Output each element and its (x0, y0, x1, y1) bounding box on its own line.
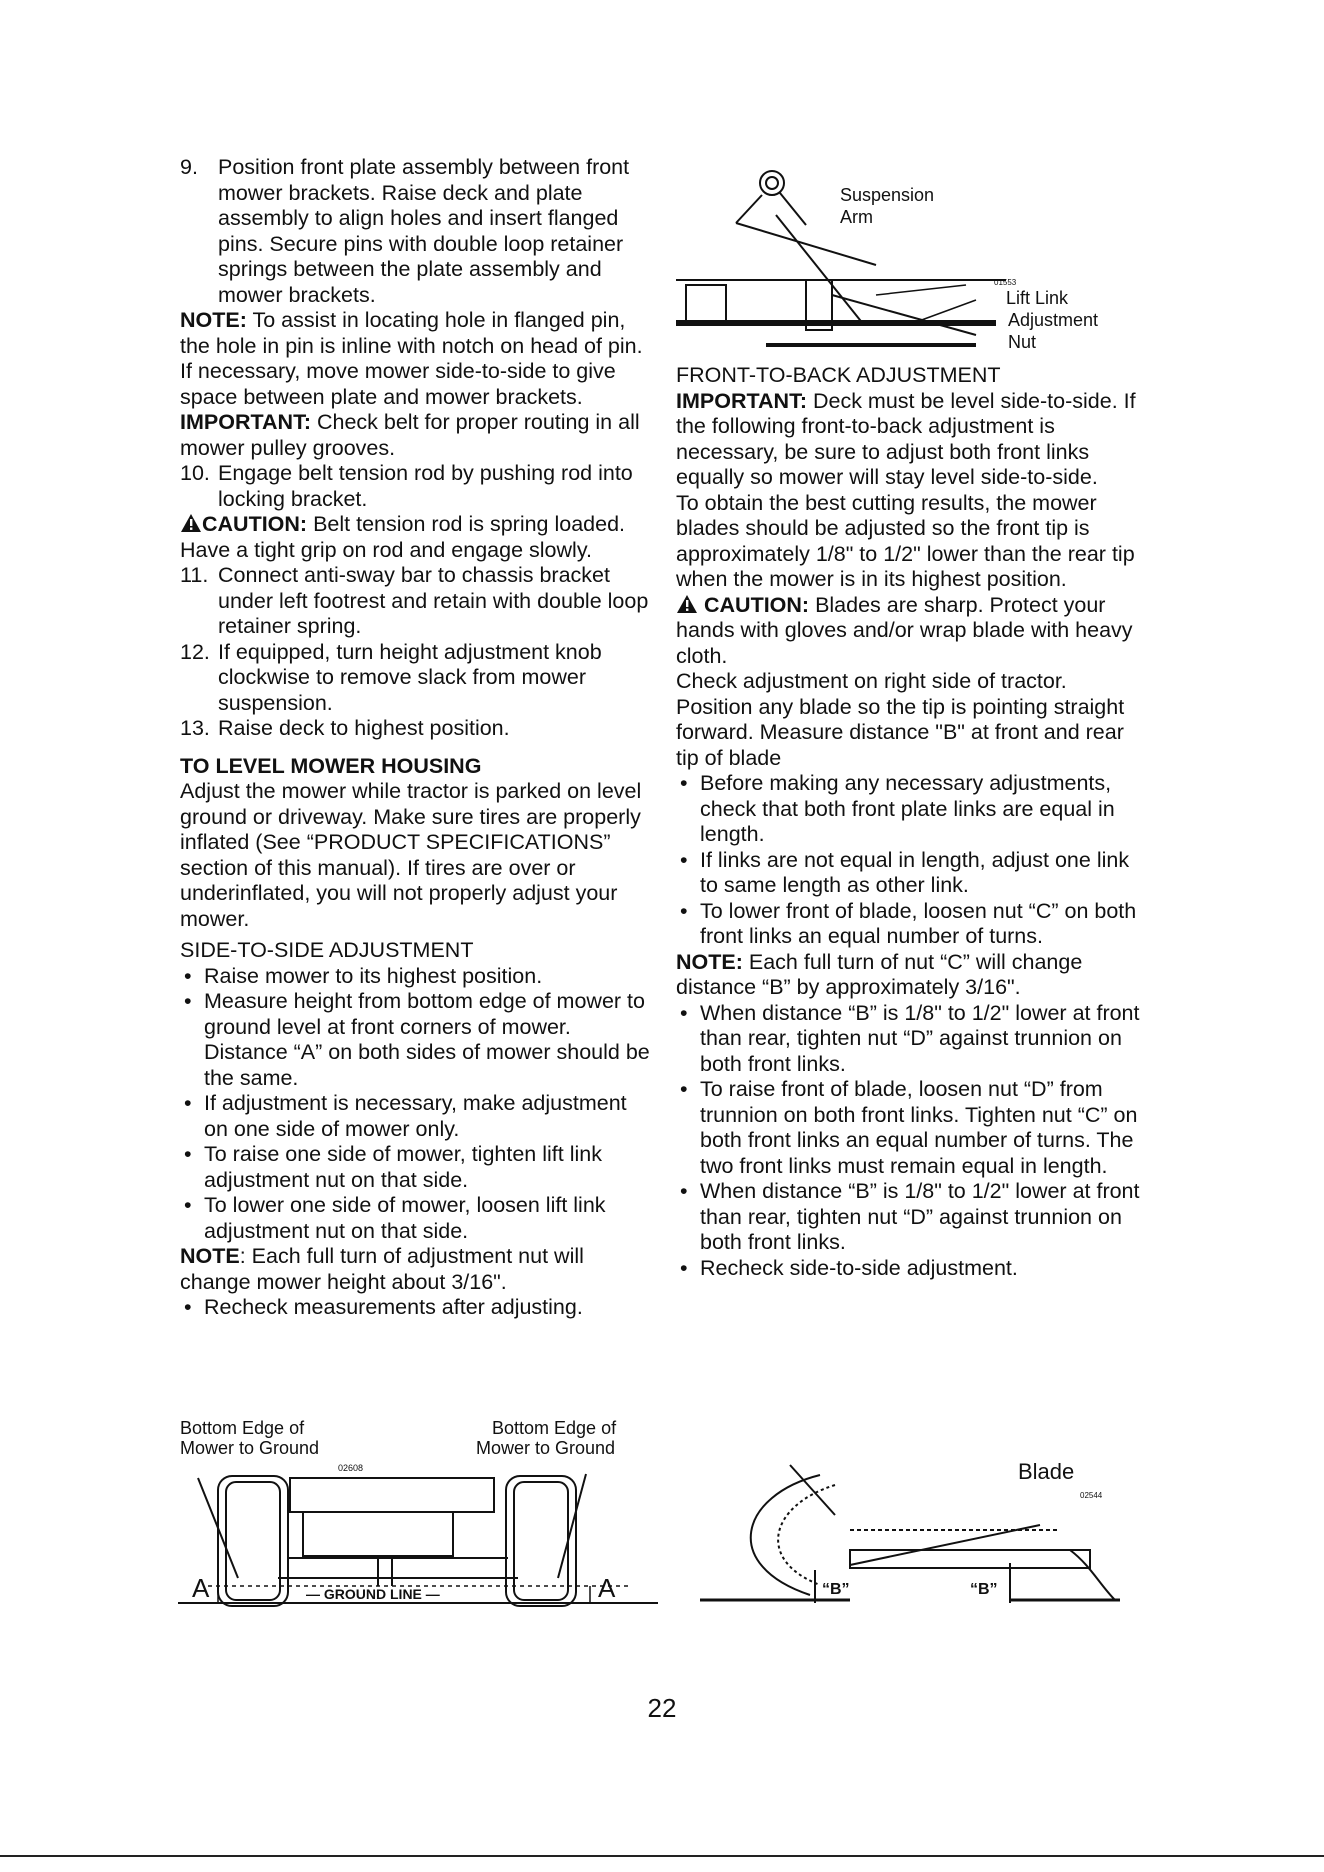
bullet-icon: • (184, 963, 192, 988)
part-number: 02544 (1080, 1491, 1103, 1500)
front-to-back-heading: FRONT-TO-BACK ADJUSTMENT (676, 363, 1001, 387)
distance-b-rear: “B” (970, 1581, 998, 1598)
note-paragraph (180, 1244, 650, 1295)
caution-label: CAUTION: (202, 512, 308, 536)
part-number: 01553 (994, 278, 1017, 287)
list-item-text: To raise front of blade, loosen nut “D” from trunnion on both front links. Tighten nut “C” on both front links an equal number of turns. The two front links must remain equal in length. (700, 1077, 1138, 1178)
warning-icon (180, 513, 202, 533)
note-label: NOTE: (676, 949, 743, 974)
important-label: IMPORTANT: (180, 410, 311, 434)
adjustment-label: Adjustment (1008, 310, 1099, 330)
part-number: 02608 (338, 1463, 364, 1473)
bullet-icon: • (184, 1193, 192, 1217)
figure-label: Mower to Ground (180, 1438, 320, 1458)
blade-figure (700, 1455, 1120, 1605)
blade-paragraph: To obtain the best cutting results, the mower blades should be adjusted so the front tip is approximately 1/8" to 1/2" lower than the rear tip when the mower is in its highest position. (676, 490, 1135, 591)
step-11 (180, 563, 650, 640)
note-text: To assist in locating hole in flanged pin, the hole in pin is inline with notch on head of pin. If necessary, move mower side-to-side to give space between plate and mower brackets. (180, 308, 643, 409)
step-text: Connect anti-sway bar to chassis bracket under left footrest and retain with double loop retainer spring. (218, 563, 649, 638)
list-item (180, 989, 650, 1091)
figure-label: Bottom Edge of (492, 1418, 617, 1438)
section-heading: TO LEVEL MOWER HOUSING (180, 753, 482, 778)
caution-text: Blades are sharp. Protect your hands with gloves and/or wrap blade with heavy cloth. (676, 592, 1133, 668)
list-item (676, 771, 1146, 848)
step-12 (180, 640, 650, 717)
nut-label: Nut (1008, 332, 1037, 352)
list-item (180, 1142, 650, 1193)
note-paragraph (180, 308, 650, 410)
distance-b-front: “B” (822, 1581, 850, 1598)
bullet-icon: • (680, 898, 688, 923)
step-10 (180, 461, 650, 512)
list-item-text: If links are not equal in length, adjust one link to same length as other link. (700, 847, 1130, 897)
ground-line-label: — GROUND LINE — (306, 1586, 440, 1602)
arm-label: Arm (840, 207, 873, 227)
list-item (676, 1001, 1146, 1078)
note-label: NOTE: (180, 308, 247, 332)
side-to-side-heading: SIDE-TO-SIDE ADJUSTMENT (180, 938, 474, 962)
step-number: 13. (180, 716, 210, 740)
bullet-icon: • (680, 1077, 688, 1101)
bullet-icon: • (680, 771, 688, 795)
list-item-text: When distance “B” is 1/8" to 1/2" lower at front than rear, tighten nut “D” against trunnion on both front links. (700, 1179, 1140, 1254)
step-text: Engage belt tension rod by pushing rod into locking bracket. (218, 461, 633, 511)
figure-label: Bottom Edge of (180, 1418, 305, 1438)
list-item-text: Measure height from bottom edge of mower to ground level at front corners of mower. Distance “A” on both sides of mower should be the same. (204, 989, 650, 1090)
lift-link-label: Lift Link (1006, 288, 1069, 308)
step-number: 9. (180, 155, 198, 179)
important-paragraph (676, 389, 1146, 491)
important-label: IMPORTANT: (676, 388, 807, 413)
note-label: NOTE (180, 1244, 240, 1268)
important-text: Deck must be level side-to-side. If the following front-to-back adjustment is necessary, be sure to adjust both front links equally so mower will stay level side-to-side. (676, 388, 1136, 489)
step-number: 11. (180, 563, 209, 587)
warning-icon (676, 594, 698, 614)
caution-paragraph (180, 512, 650, 563)
list-item (676, 1179, 1146, 1256)
bottom-divider (0, 1855, 1324, 1857)
list-item (180, 1193, 650, 1244)
distance-a-left: A (192, 1573, 210, 1603)
list-item-text: Recheck measurements after adjusting. (204, 1295, 583, 1319)
bullet-icon: • (184, 1295, 192, 1319)
caution-paragraph (676, 593, 1146, 670)
left-column (180, 155, 650, 1321)
list-item (676, 848, 1146, 899)
note-text: Each full turn of nut “C” will change distance “B” by approximately 3/16". (676, 949, 1083, 999)
list-item (676, 1256, 1146, 1282)
list-item (180, 964, 650, 990)
figure-label: Mower to Ground (476, 1438, 616, 1458)
check-paragraph: Check adjustment on right side of tractor. Position any blade so the tip is pointing straight forward. Measure distance "B" at front and rear tip of blade (676, 669, 1125, 770)
list-item-text: If adjustment is necessary, make adjustment on one side of mower only. (204, 1091, 627, 1141)
bullet-icon: • (184, 1142, 192, 1166)
suspension-figure (676, 155, 1146, 360)
bullet-icon: • (680, 1000, 688, 1025)
mower-diagram (178, 1418, 658, 1608)
bullet-icon: • (680, 1255, 688, 1280)
step-9 (180, 155, 650, 308)
important-paragraph (180, 410, 650, 461)
page-number: 22 (647, 1693, 677, 1723)
caution-text: Belt tension rod is spring loaded. Have a tight grip on rod and engage slowly. (180, 512, 626, 562)
list-item-text: To raise one side of mower, tighten lift link adjustment nut on that side. (204, 1142, 602, 1192)
list-item-text: To lower front of blade, loosen nut “C” on both front links an equal number of turns. (700, 898, 1137, 948)
list-item (180, 1295, 650, 1321)
important-text: Check belt for proper routing in all mower pulley grooves. (180, 410, 640, 460)
list-item (676, 1077, 1146, 1179)
step-number: 12. (180, 639, 210, 664)
list-item-text: Raise mower to its highest position. (204, 963, 543, 988)
step-number: 10. (180, 461, 210, 485)
side-to-side-figure (178, 1418, 658, 1608)
step-text: If equipped, turn height adjustment knob clockwise to remove slack from mower suspension. (218, 639, 602, 715)
intro-paragraph: Adjust the mower while tractor is parked on level ground or driveway. Make sure tires are properly inflated (See “PRODUCT SPECIFICATIONS” section of this manual). If tires are over or underinflated, you will not properly adjust your mower. (180, 779, 642, 931)
list-item-text: When distance “B” is 1/8" to 1/2" lower at front than rear, tighten nut “D” against trunnion on both front links. (700, 1000, 1140, 1076)
list-item-text: Before making any necessary adjustments, check that both front plate links are equal in length. (700, 771, 1115, 846)
note-paragraph (676, 950, 1146, 1001)
step-13 (180, 716, 650, 742)
bullet-icon: • (184, 1091, 192, 1115)
list-item-text: To lower one side of mower, loosen lift link adjustment nut on that side. (204, 1193, 606, 1243)
suspension-label: Suspension (840, 185, 935, 205)
right-column (676, 363, 1146, 1281)
bullet-icon: • (680, 1179, 688, 1203)
bullet-icon: • (680, 847, 688, 872)
note-text: : Each full turn of adjustment nut will change mower height about 3/16". (180, 1244, 584, 1294)
bullet-icon: • (184, 989, 192, 1013)
blade-label: Blade (1018, 1459, 1075, 1484)
list-item (180, 1091, 650, 1142)
step-text: Position front plate assembly between front mower brackets. Raise deck and plate assembly to align holes and insert flanged pins. Secure pins with double loop retainer springs between the plate assembly and mower brackets. (218, 155, 630, 307)
step-text: Raise deck to highest position. (218, 716, 510, 740)
distance-a-right: A (598, 1573, 616, 1603)
list-item-text: Recheck side-to-side adjustment. (700, 1255, 1018, 1280)
list-item (676, 899, 1146, 950)
caution-label: CAUTION: (703, 592, 810, 617)
